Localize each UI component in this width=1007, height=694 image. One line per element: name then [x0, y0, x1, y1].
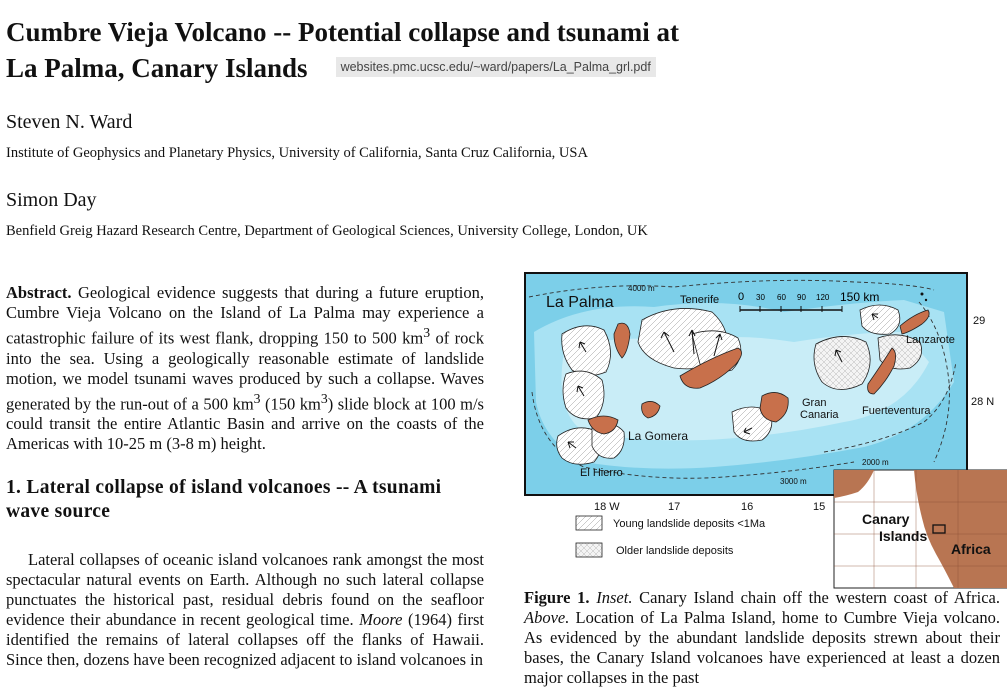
caption-text: Canary Island chain off the western coast of Africa.: [632, 588, 1000, 607]
legend-swatch-older: [576, 543, 602, 557]
section-heading: 1. Lateral collapse of island volcanoes -- A tsunami wave source: [6, 477, 442, 522]
map-label-la-palma: La Palma: [546, 294, 614, 311]
left-column: [6, 283, 484, 670]
map-label-canaria: Canaria: [800, 409, 839, 421]
author-name: Simon Day: [6, 189, 97, 211]
paper-title-line-1: Cumbre Vieja Volcano -- Potential collapse and tsunami at: [6, 17, 680, 47]
scale-tick-label: 30: [756, 293, 765, 302]
figure-caption: [524, 588, 1000, 688]
author-affiliation: Institute of Geophysics and Planetary Physics, University of California, Santa Cruz California, USA: [6, 145, 588, 161]
abstract: [6, 283, 484, 454]
longitude-label: 16: [741, 501, 754, 513]
inset-map: [834, 470, 1007, 588]
map-label-lanzarote: Lanzarote: [906, 334, 955, 346]
abstract-text: of rock into the sea. Using a geologically reasonable estimate of landslide motion, we model tsunami waves produced by such a collapse. Waves generated by the run-out of a 500 km: [6, 328, 484, 413]
landslide-deposit: [860, 305, 900, 334]
map-main-panel: [525, 273, 967, 495]
contour-label: 3000 m: [780, 477, 807, 486]
caption-emphasis: Above.: [524, 608, 570, 627]
islet: [925, 299, 927, 301]
inset-label-africa: Africa: [951, 541, 991, 557]
legend-swatch-young: [576, 516, 602, 530]
latitude-label: 28 N: [971, 396, 995, 408]
abstract-text: Geological evidence suggests that during a future eruption, Cumbre Vieja Volcano on the Island of La Palma may experience a catastrophic failure of its west flank, dropping 150 to 500 km: [6, 283, 484, 348]
abstract-label: Abstract.: [6, 283, 72, 302]
superscript: 3: [423, 325, 431, 340]
inset-label-canary: Canary: [862, 511, 910, 527]
longitude-label: 15: [813, 501, 826, 513]
caption-text: Location of La Palma Island, home to Cumbre Vieja volcano. As evidenced by the abundant landslide deposits strewn about their bases, the Canary Island volcanoes have experienced at least a dozen major collapses in the past: [524, 608, 1000, 687]
citation: Moore: [359, 610, 403, 629]
landslide-deposit: [814, 336, 870, 389]
figure-caption-label: Figure 1.: [524, 588, 590, 607]
scale-tick-label: 120: [816, 293, 830, 302]
abstract-text: (150 km: [260, 394, 321, 413]
author-name: Steven N. Ward: [6, 111, 133, 133]
longitude-label: 18 W: [594, 501, 620, 513]
longitude-label: 17: [668, 501, 681, 513]
map-label-la-gomera: La Gomera: [628, 429, 689, 443]
source-url-chip[interactable]: websites.pmc.ucsc.edu/~ward/papers/La_Palma_grl.pdf: [336, 57, 656, 77]
body-text: Lateral collapses of oceanic island volcanoes rank amongst the most spectacular natural events on Earth. Although no such lateral collapse punctuates the historical past, residual debris found on the seafloor evidence their abundance in recent geological time.: [6, 550, 484, 629]
contour-label: 2000 m: [862, 458, 889, 467]
legend-label-young: Young landslide deposits <1Ma: [613, 518, 766, 530]
body-text: (1964) first identified the remains of lateral collapses off the flanks of Hawaii. Since then, dozens have been recognized adjacent to island volcanoes in: [6, 610, 484, 669]
latitude-label: 29: [973, 315, 986, 327]
map-label-el-hierro: El Hierro: [580, 467, 623, 479]
superscript: 3: [320, 390, 328, 406]
map-label-fuerteventura: Fuerteventura: [862, 405, 931, 417]
caption-emphasis: Inset.: [596, 588, 633, 607]
canary-islands-map: [524, 272, 1007, 594]
scale-tick-label: 0: [738, 291, 745, 303]
scale-tick-label: 150 km: [840, 290, 880, 304]
map-legend: [576, 516, 766, 557]
author-affiliation: Benfield Greig Hazard Research Centre, Department of Geological Sciences, University College, London, UK: [6, 223, 648, 239]
scale-tick-label: 90: [797, 293, 806, 302]
legend-label-older: Older landslide deposits: [616, 545, 734, 557]
map-label-tenerife: Tenerife: [680, 294, 720, 306]
superscript: 3: [253, 390, 261, 406]
islet: [921, 293, 924, 296]
body-paragraph: [6, 550, 484, 670]
abstract-text: ) slide block at 100 m/s could transit the entire Atlantic Basin and arrive on the coasts of the Americas with 10-25 m (3-8 m) height.: [6, 394, 484, 453]
paper-title-line-2: La Palma, Canary Islands: [6, 53, 308, 83]
paper-title: [6, 14, 826, 86]
inset-label-islands: Islands: [879, 528, 928, 544]
map-label-gran: Gran: [802, 397, 827, 409]
contour-label: 4000 m: [628, 284, 655, 293]
scale-tick-label: 60: [777, 293, 786, 302]
